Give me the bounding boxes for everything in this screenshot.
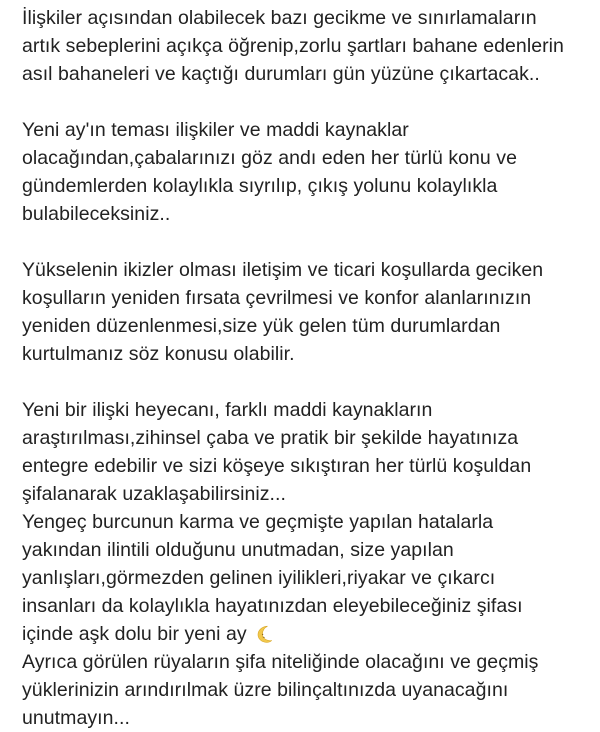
text-line-with-emoji: [22, 620, 578, 648]
text-line: entegre edebilir ve sizi köşeye sıkıştıran her türlü koşuldan: [22, 455, 532, 477]
text-line: asıl bahaneleri ve kaçtığı durumları gün yüzüne çıkartacak..: [22, 63, 540, 85]
text-line: İlişkiler açısından olabilecek bazı gecikme ve sınırlamaların: [22, 7, 537, 29]
text-line: Ayrıca görülen rüyaların şifa niteliğinde olacağını ve geçmiş: [22, 651, 539, 673]
text-line: Yükselenin ikizler olması iletişim ve ticari koşullarda geciken: [22, 259, 544, 281]
paragraph-gap: [22, 88, 578, 116]
text-line: yüklerinizin arındırılmak üzre bilinçaltınızda uyanacağını: [22, 679, 509, 701]
text-line: içinde aşk dolu bir yeni ay: [22, 623, 247, 645]
text-line: şifalanarak uzaklaşabilirsiniz...: [22, 483, 286, 505]
text-line: artık sebeplerini açıkça öğrenip,zorlu şartları bahane edenlerin: [22, 35, 564, 57]
text-line: Yeni ay'ın teması ilişkiler ve maddi kaynaklar: [22, 119, 409, 141]
text-line: olacağından,çabalarınızı göz andı eden her türlü konu ve: [22, 147, 517, 169]
crescent-moon-icon: [256, 625, 272, 643]
text-line: yeniden düzenlenmesi,size yük gelen tüm durumlardan: [22, 315, 501, 337]
text-line: insanları da kolaylıkla hayatınızdan eleyebileceğiniz şifası: [22, 595, 523, 617]
paragraph-gap: [22, 368, 578, 396]
text-line: koşulların yeniden fırsata çevrilmesi ve konfor alanlarınızın: [22, 287, 532, 309]
text-line: kurtulmanız söz konusu olabilir.: [22, 343, 295, 365]
text-line: araştırılması,zihinsel çaba ve pratik bir şekilde hayatınıza: [22, 427, 519, 449]
text-line: gündemlerden kolaylıkla sıyrılıp, çıkış yolunu kolaylıkla: [22, 175, 498, 197]
text-line: bulabileceksiniz..: [22, 203, 171, 225]
text-line: unutmayın...: [22, 707, 130, 729]
text-line: yanlışları,görmezden gelinen iyilikleri,riyakar ve çıkarcı: [22, 567, 496, 589]
text-line: Yengeç burcunun karma ve geçmişte yapılan hatalarla: [22, 511, 494, 533]
text-line: Yeni bir ilişki heyecanı, farklı maddi kaynakların: [22, 399, 433, 421]
paragraph-gap: [22, 228, 578, 256]
text-line: yakından ilintili olduğunu unutmadan, size yapılan: [22, 539, 454, 561]
